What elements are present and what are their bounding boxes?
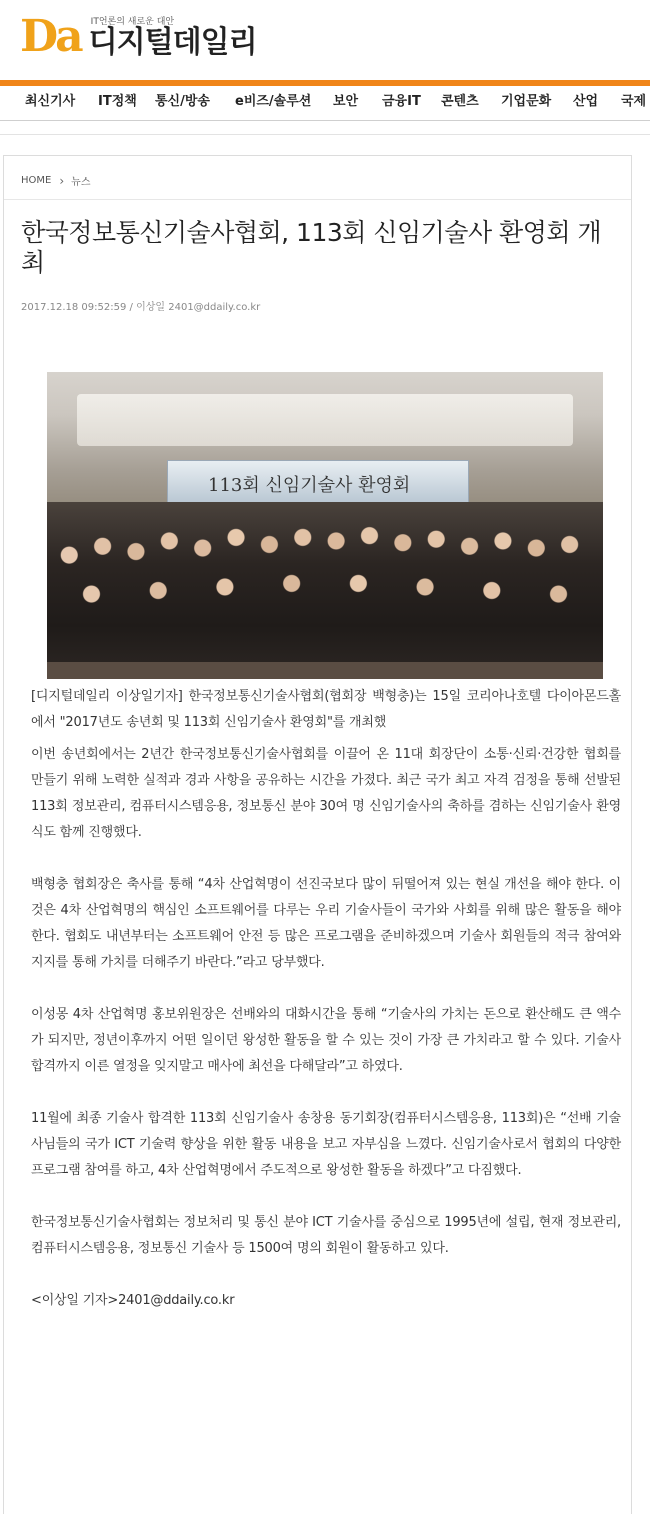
nav-item-industry[interactable]: 산업 [573, 94, 599, 109]
site-logo[interactable] [20, 11, 257, 62]
article-paragraph: [디지털데일리 이상일기자] 한국정보통신기술사협회(협회장 백형충)는 15일 코리아나호텔 다이아몬드홀에서 "2017년도 송년회 및 113회 신임기술사 환영회"를 개최했 [31, 689, 621, 730]
nav-item-contents[interactable]: 콘텐츠 [441, 94, 479, 109]
divider [0, 134, 650, 135]
chevron-right-icon: › [59, 173, 65, 188]
photo-banner [167, 460, 469, 504]
article-paragraph: 11월에 최종 기술사 합격한 113회 신임기술사 송창용 동기회장(컴퓨터시스템응용, 113회)은 “선배 기술사님들의 국가 ICT 기술력 향상을 위한 활동 내용을 보고 자부심을 느꼈다. 신임기술사로서 협회의 다양한 프로그램 참여를 하고, 4차 산업혁명에서 주도적으로 왕성한 활동을 하겠다”고 다짐했다. [31, 1111, 621, 1178]
article-photo [47, 372, 603, 679]
main-nav [0, 86, 650, 121]
article-byline: 2017.12.18 09:52:59 / 이상일 2401@ddaily.co.kr [21, 302, 261, 313]
breadcrumb-divider [4, 199, 631, 200]
article-body [31, 684, 621, 1340]
logo-mark: Da [20, 11, 81, 62]
nav-item-finance-it[interactable]: 금융IT [382, 94, 421, 109]
article-paragraph: 이번 송년회에서는 2년간 한국정보통신기술사협회를 이끌어 온 11대 회장단이 소통·신뢰·건강한 협회를 만들기 위해 노력한 실적과 경과 사항을 공유하는 시간을 가졌다. 최근 국가 최고 자격 검정을 통해 선발된 113회 정보관리, 컴퓨터시스템응용, 정보통신 분야 30여 명 신임기술사의 축하를 겸하는 신임기술사 환영식도 함께 진행했다. [31, 747, 621, 840]
article-paragraph: 백형충 협회장은 축사를 통해 “4차 산업혁명이 선진국보다 많이 뒤떨어져 있는 현실 개선을 해야 한다. 이것은 4차 산업혁명의 핵심인 소프트웨어를 다루는 우리 기술사들이 국가와 사회를 위해 많은 활동을 해야 한다. 협회도 내년부터는 소프트웨어 안전 등 많은 프로그램을 준비하겠으며 기술사 회원들의 적극 참여와 지지를 통해 가치를 더해주기 바란다.”라고 당부했다. [31, 877, 621, 970]
photo-crowd [47, 502, 603, 679]
nav-item-security[interactable]: 보안 [333, 94, 359, 109]
logo-text [89, 14, 257, 59]
nav-item-corporate-culture[interactable]: 기업문화 [501, 94, 552, 109]
photo-banner-text: 113회 신임기술사 환영회 [208, 475, 411, 496]
photo-floor [47, 662, 603, 679]
nav-item-latest[interactable]: 최신기사 [25, 94, 76, 109]
breadcrumb-home[interactable]: HOME [21, 175, 52, 186]
nav-item-ebiz-solution[interactable]: e비즈/솔루션 [235, 94, 312, 109]
logo-name: 디지털데일리 [88, 25, 257, 60]
photo-ceiling-light [77, 394, 573, 446]
article-paragraph: 이성몽 4차 산업혁명 홍보위원장은 선배와의 대화시간을 통해 “기술사의 가치는 돈으로 환산해도 큰 액수가 되지만, 정년이후까지 어떤 일이던 왕성한 활동을 할 수 있는 것이 가장 큰 가치라고 할 수 있다. 기술사 합격까지 이른 열정을 잊지말고 매사에 최선을 다해달라”고 하였다. [31, 1007, 621, 1074]
logo-tagline: IT언론의 새로운 대안 [90, 17, 175, 27]
site-header [0, 0, 650, 82]
reporter-signature: <이상일 기자>2401@ddaily.co.kr [31, 1293, 235, 1308]
article-title: 한국정보통신기술사협회, 113회 신임기술사 환영회 개최 [21, 218, 602, 277]
breadcrumb [21, 173, 90, 188]
article-paragraph: 한국정보통신기술사협회는 정보처리 및 통신 분야 ICT 기술사를 중심으로 1995년에 설립, 현재 정보관리, 컴퓨터시스템응용, 정보통신 기술사 등 1500여 명의 회원이 활동하고 있다. [31, 1215, 621, 1256]
nav-item-telecom-broadcast[interactable]: 통신/방송 [155, 94, 210, 109]
nav-item-international[interactable]: 국제 [621, 94, 647, 109]
nav-item-it-policy[interactable]: IT정책 [98, 94, 137, 109]
article-container [3, 155, 632, 1514]
breadcrumb-section[interactable]: 뉴스 [71, 177, 91, 188]
